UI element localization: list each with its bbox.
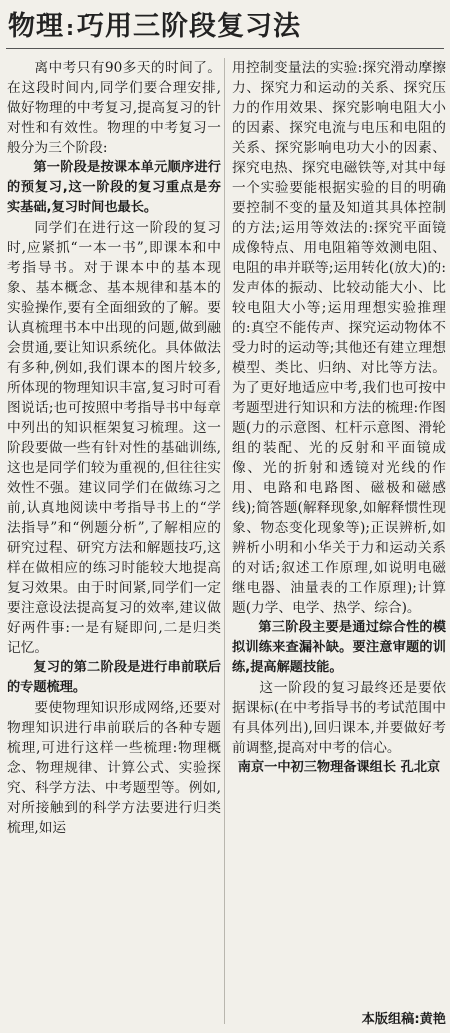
article-title: [8, 4, 442, 42]
stage2-body: 要使物理知识形成网络,还要对物理知识进行串前联后的各种专题梳理,可进行这样一些梳理:物理概念、物理规律、计算公式、实验探究、科学方法、中考题型等。例如,对所接触到的科学方法要进行归类梳理,如运: [7, 700, 221, 836]
headline: 巧用三阶段复习法: [77, 11, 301, 42]
stage3-body: 这一阶段的复习最终还是要依据课标(在中考指导书的考试范围中有具体列出),回归课本,并要做好考前调整,提高对中考的信心。: [232, 680, 446, 756]
title-separator: :: [66, 16, 75, 40]
stage1-body: 同学们在进行这一阶段的复习时,应紧抓“一本一书”,即课本和中考指导书。对于课本中的基本现象、基本概念、基本规律和基本的实验操作,要有全面细致的了解。要认真梳理书本中出现的问题,做到融会贯通,要让知识系统化。具体做法有多种,例如,我们课本的图片较多,所体现的物理知识丰富,复习时可看图说话;也可按照中考指导书中每章中列出的知识框架复习梳理。这一阶段要做一些有针对性的基础训练,这也是同学们较为重视的,但往往实效性不强。建议同学们在做练习之前,认真地阅读中考指导书上的“学法指导”和“例题分析”,了解相应的研究过程、研究方法和解题技巧,这样在做相应的练习时能较大地提高复习效果。由于时间紧,同学们一定要注意设法提高复习的效率,建议做好两件事:一是有疑即问,二是归类记忆。: [7, 220, 221, 656]
subject-label: 物理: [8, 11, 64, 42]
left-column: [7, 58, 221, 1030]
stage1-heading: 第一阶段是按课本单元顺序进行的预复习,这一阶段的复习重点是夯实基础,复习时间也最长。: [7, 160, 221, 215]
author-signature: 南京一中初三物理备课组长 孔北京: [237, 760, 441, 775]
intro-paragraph: 离中考只有90多天的时间了。在这段时间内,同学们要合理安排,做好物理的中考复习,提高复习的针对性和有效性。物理的中考复习一般分为三个阶段:: [7, 60, 221, 156]
column-divider: [224, 58, 225, 1024]
right-column: [232, 58, 446, 1020]
stage2-heading: 复习的第二阶段是进行串前联后的专题梳理。: [7, 660, 221, 695]
title-rule: [6, 48, 444, 49]
editor-credit: 本版组稿:黄艳: [361, 1012, 446, 1027]
stage3-heading: 第三阶段主要是通过综合性的模拟训练来查漏补缺。要注意审题的训练,提高解题技能。: [232, 620, 446, 675]
stage2-continued: 用控制变量法的实验:探究滑动摩擦力、探究力和运动的关系、探究压力的作用效果、探究影响电阻大小的因素、探究电流与电压和电阻的关系、探究影响电功大小的因素、探究电热、探究电磁铁等,对其中每一个实验要能根据实验的目的明确要控制不变的量及知道其具体控制的方法;运用等效法的:探究平面镜成像特点、用电阻箱等效测电阻、电阻的串并联等;运用转化(放大)的:发声体的振动、比较动能大小、比较电阻大小等;运用理想实验推理的:真空不能传声、探究运动物体不受力时的运动等;其他还有建立理想模型、类比、归纳、对比等方法。为了更好地适应中考,我们也可按中考题型进行知识和方法的梳理:作图题(力的示意图、杠杆示意图、滑轮组的装配、光的反射和平面镜成像、光的折射和透镜对光线的作用、电路和电路图、磁极和磁感线);简答题(解释现象,如解释惯性现象、物态变化现象等);正误辨析,如辨析小明和小华关于力和运动关系的对话;叙述工作原理,如说明电磁继电器、油量表的工作原理);计算题(力学、电学、热学、综合)。: [232, 60, 446, 616]
